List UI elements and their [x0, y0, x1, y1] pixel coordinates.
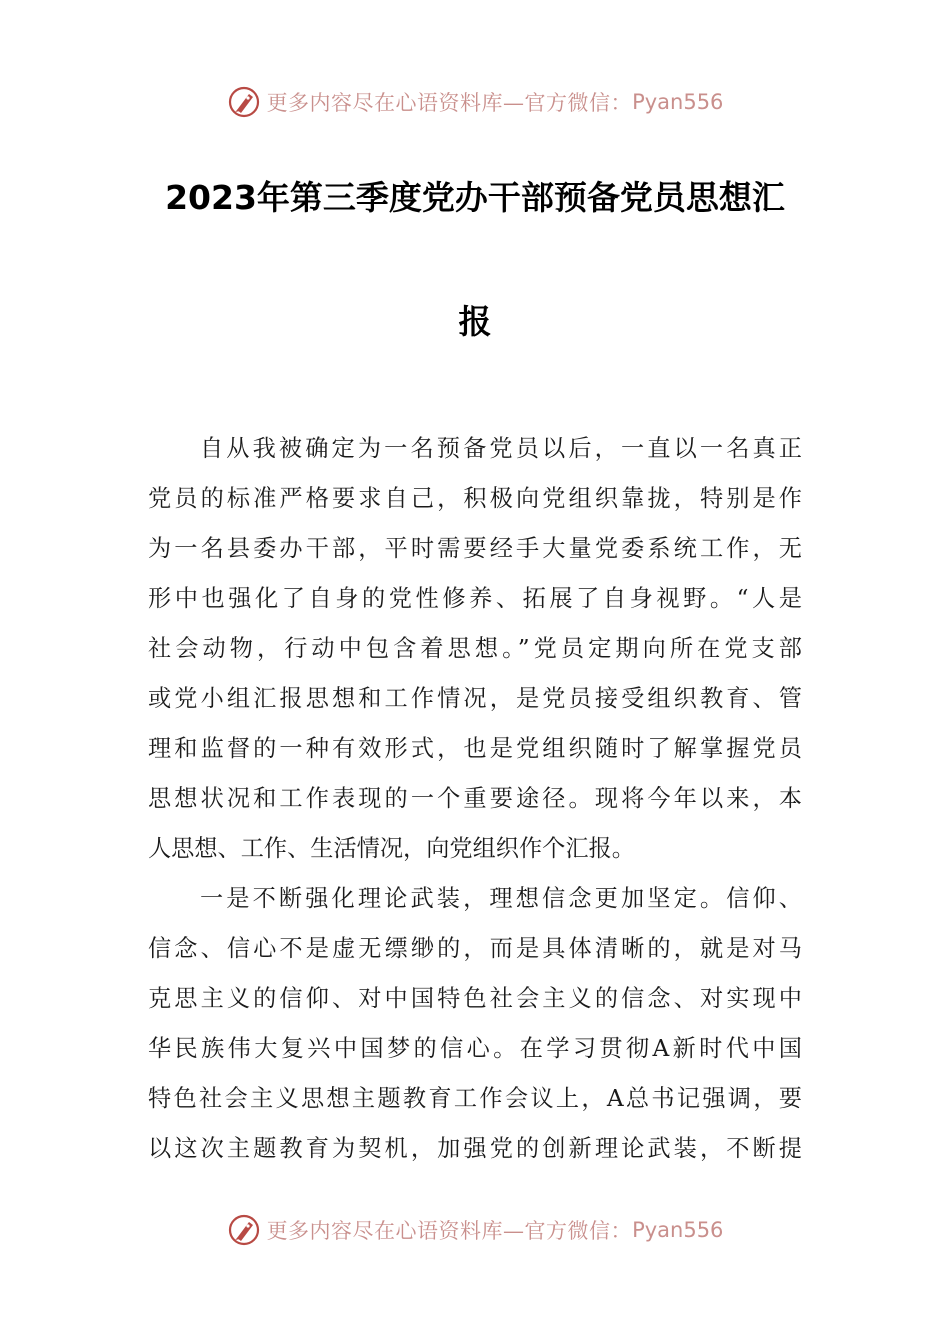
- paragraph-2-line-5: 特色社会主义思想主题教育工作会议上，A总书记强调，要: [148, 1085, 802, 1112]
- paragraph-1-line-9: 人思想、工作、生活情况，向党组织作个汇报。: [148, 835, 635, 862]
- document-body: [148, 424, 802, 1174]
- paragraph-1-line-7: 理和监督的一种有效形式，也是党组织随时了解掌握党员: [148, 735, 802, 762]
- paragraph-1-line-4: 形中也强化了自身的党性修养、拓展了自身视野。“人是: [148, 585, 802, 612]
- paragraph-2-line-3: 克思主义的信仰、对中国特色社会主义的信念、对实现中: [148, 985, 802, 1012]
- paragraph-1-line-2: 党员的标准严格要求自己，积极向党组织靠拢，特别是作: [148, 485, 802, 512]
- paragraph-1-line-3: 为一名县委办干部，平时需要经手大量党委系统工作，无: [148, 535, 802, 562]
- document-title-line-1: 2023年第三季度党办干部预备党员思想汇: [165, 178, 785, 217]
- paragraph-2-line-2: 信念、信心不是虚无缥缈的，而是具体清晰的，就是对马: [148, 935, 802, 962]
- paragraph-1-line-1: 自从我被确定为一名预备党员以后，一直以一名真正: [200, 435, 802, 462]
- paragraph-2-line-6: 以这次主题教育为契机，加强党的创新理论武装，不断提: [148, 1135, 802, 1162]
- watermark-wechat-id: Pyan556: [632, 90, 724, 114]
- header-watermark: [0, 82, 950, 122]
- watermark-wechat-id: Pyan556: [632, 1218, 724, 1242]
- footer-watermark: [0, 1210, 950, 1250]
- watermark-text: 更多内容尽在心语资料库—官方微信：: [266, 91, 633, 115]
- paragraph-1-line-8: 思想状况和工作表现的一个重要途径。现将今年以来，本: [148, 785, 802, 812]
- paragraph-2-line-4: 华民族伟大复兴中国梦的信心。在学习贯彻A新时代中国: [148, 1035, 802, 1062]
- pen-nib-logo-icon: [227, 1213, 261, 1247]
- paragraph-1-line-5: 社会动物，行动中包含着思想。”党员定期向所在党支部: [148, 635, 802, 662]
- watermark-text: 更多内容尽在心语资料库—官方微信：: [266, 1219, 633, 1243]
- paragraph-1-line-6: 或党小组汇报思想和工作情况，是党员接受组织教育、管: [148, 685, 802, 712]
- document-title-line-2: 报: [458, 302, 492, 341]
- pen-nib-logo-icon: [227, 85, 261, 119]
- paragraph-2-line-1: 一是不断强化理论武装，理想信念更加坚定。信仰、: [200, 885, 802, 912]
